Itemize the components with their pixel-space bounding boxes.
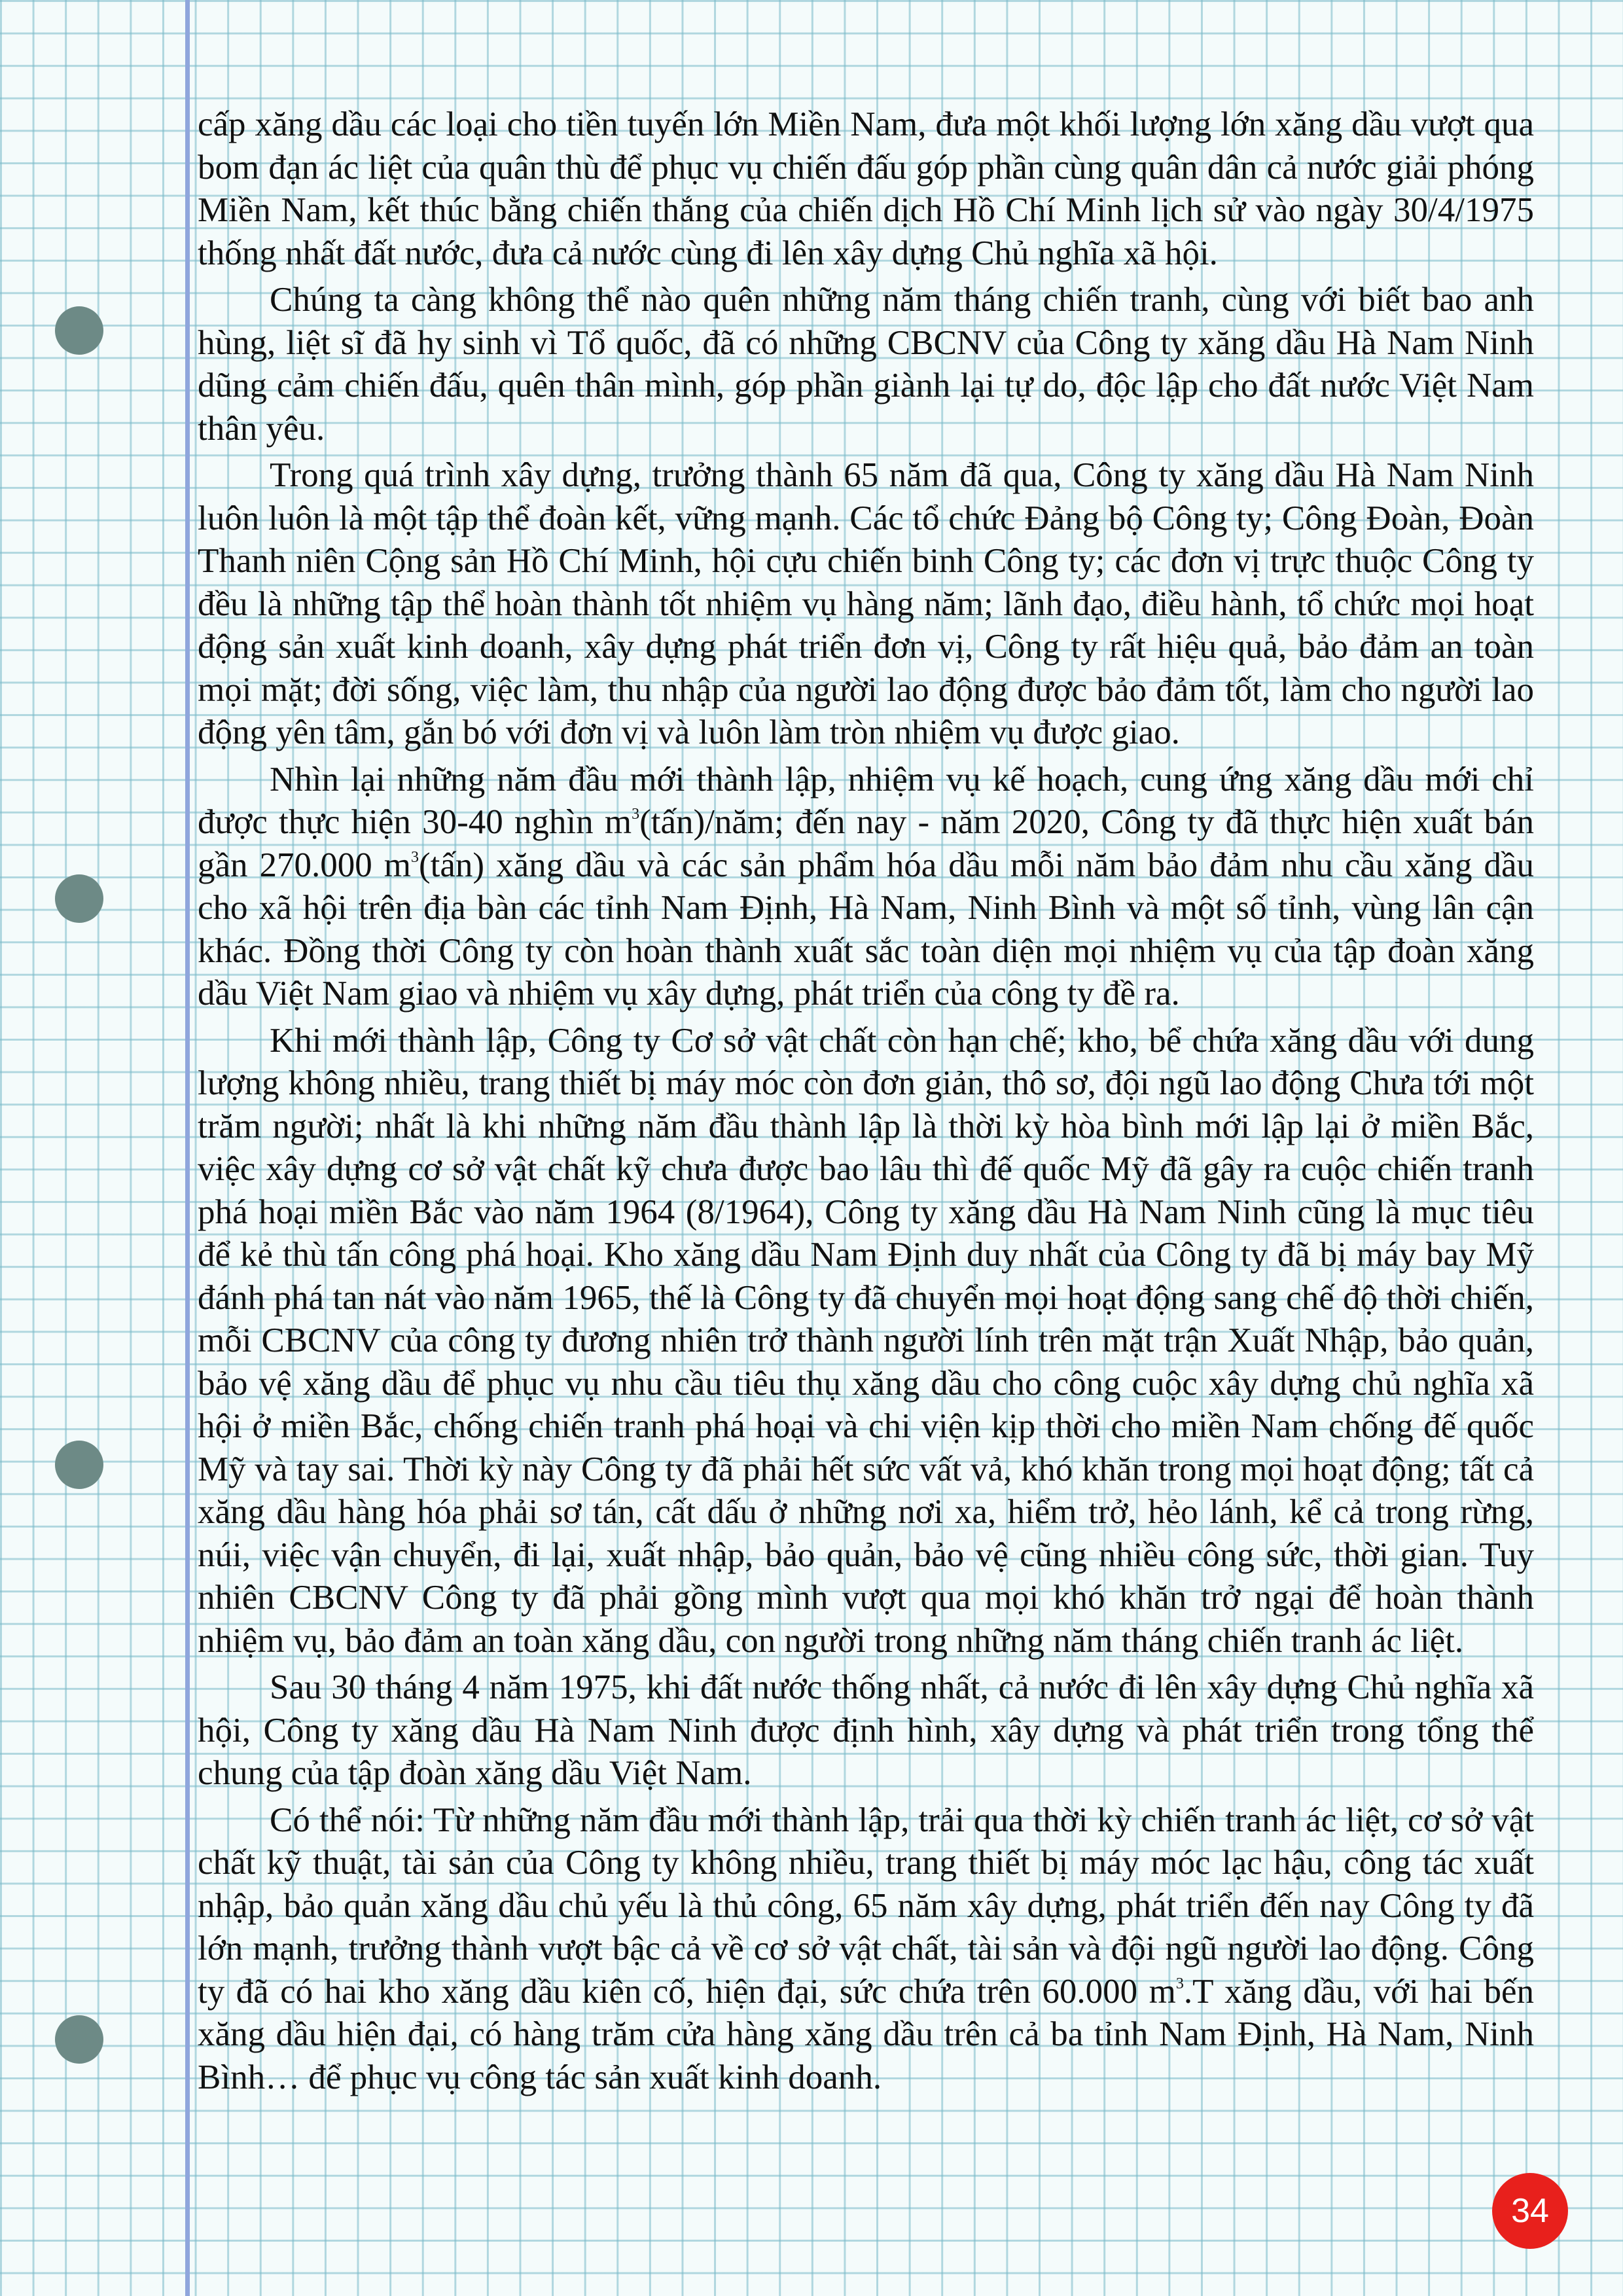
superscript-3: 3 bbox=[1175, 1975, 1184, 1992]
paragraph-4 bbox=[198, 759, 1534, 1016]
superscript-3: 3 bbox=[632, 806, 640, 823]
paragraph-6: Sau 30 tháng 4 năm 1975, khi đất nước thống nhất, cả nước đi lên xây dựng Chủ nghĩa xã hội, Công ty xăng dầu Hà Nam Ninh được định hình, xây dựng và phát triển trong tổng thể chung của tập đoàn xăng dầu Việt Nam. bbox=[198, 1668, 1534, 1792]
paragraph-4-text: Nhìn lại những năm đầu mới thành lập, nhiệm vụ kế hoạch, cung ứng xăng dầu mới chỉ được thực hiện 30-40 nghìn m bbox=[198, 760, 1534, 841]
binder-hole bbox=[55, 1441, 103, 1489]
paragraph-3: Trong quá trình xây dựng, trưởng thành 65 năm đã qua, Công ty xăng dầu Hà Nam Ninh luôn luôn là một tập thể đoàn kết, vững mạnh. Các tổ chức Đảng bộ Công ty; Công Đoàn, Đoàn Thanh niên Cộng sản Hồ Chí Minh, hội cựu chiến binh Công ty; các đơn vị trực thuộc Công ty đều là những tập thể hoàn thành tốt nhiệm vụ hàng năm; lãnh đạo, điều hành, tổ chức mọi hoạt động sản xuất kinh doanh, xây dựng phát triển đơn vị, Công ty rất hiệu quả, bảo đảm an toàn mọi mặt; đời sống, việc làm, thu nhập của người lao động được bảo đảm tốt, làm cho người lao động yên tâm, gắn bó với đơn vị và luôn làm tròn nhiệm vụ được giao. bbox=[198, 456, 1534, 751]
paragraph-7-text: Có thể nói: Từ những năm đầu mới thành lập, trải qua thời kỳ chiến tranh ác liệt, cơ sở vật chất kỹ thuật, tài sản của Công ty không nhiều, trang thiết bị máy móc lạc hậu, công tác xuất nhập, bảo quản xăng dầu chủ yếu là thủ công, 65 năm xây dựng, phát triển đến nay Công ty đã lớn mạnh, trưởng thành vượt bậc cả về cơ sở vật chất, tài sản và đội ngũ người lao động. Công ty đã có hai kho xăng dầu kiên cố, hiện đại, sức chứa trên 60.000 m bbox=[198, 1801, 1534, 2011]
page-body bbox=[198, 103, 1534, 2103]
binder-hole bbox=[55, 2015, 103, 2064]
binder-hole bbox=[55, 874, 103, 923]
notebook-margin-line bbox=[185, 0, 190, 2296]
paragraph-4-text: (tấn) xăng dầu và các sản phẩm hóa dầu mỗi năm bảo đảm nhu cầu xăng dầu cho xã hội trên địa bàn các tỉnh Nam Định, Hà Nam, Ninh Bình và một số tỉnh, vùng lân cận khác. Đồng thời Công ty còn hoàn thành xuất sắc toàn diện mọi nhiệm vụ của tập đoàn xăng dầu Việt Nam giao và nhiệm vụ xây dựng, phát triển của công ty đề ra. bbox=[198, 846, 1534, 1013]
page-number-badge: 34 bbox=[1492, 2173, 1568, 2249]
paragraph-2: Chúng ta càng không thể nào quên những năm tháng chiến tranh, cùng với biết bao anh hùng, liệt sĩ đã hy sinh vì Tổ quốc, đã có những CBCNV của Công ty xăng dầu Hà Nam Ninh dũng cảm chiến đấu, quên thân mình, góp phần giành lại tự do, độc lập cho đất nước Việt Nam thân yêu. bbox=[198, 281, 1534, 448]
paragraph-7 bbox=[198, 1799, 1534, 2100]
superscript-3: 3 bbox=[411, 848, 419, 866]
binder-hole bbox=[55, 306, 103, 355]
paragraph-1: cấp xăng dầu các loại cho tiền tuyến lớn Miền Nam, đưa một khối lượng lớn xăng dầu vượt qua bom đạn ác liệt của quân thù để phục vụ chiến đấu góp phần cùng quân dân cả nước giải phóng Miền Nam, kết thúc bằng chiến thắng của chiến dịch Hồ Chí Minh lịch sử vào ngày 30/4/1975 thống nhất đất nước, đưa cả nước cùng đi lên xây dựng Chủ nghĩa xã hội. bbox=[198, 105, 1534, 272]
paragraph-7-text: .T xăng dầu, với hai bến xăng dầu hiện đại, có hàng trăm cửa hàng xăng dầu trên cả ba tỉnh Nam Định, Hà Nam, Ninh Bình… để phục vụ công tác sản xuất kinh doanh. bbox=[198, 1972, 1534, 2096]
paragraph-5: Khi mới thành lập, Công ty Cơ sở vật chất còn hạn chế; kho, bể chứa xăng dầu với dung lượng không nhiều, trang thiết bị máy móc còn đơn giản, thô sơ, đội ngũ lao động Chưa tới một trăm người; nhất là khi những năm đầu thành lập là thời kỳ hòa bình mới lập lại ở miền Bắc, việc xây dựng cơ sở vật chất kỹ chưa được bao lâu thì đế quốc Mỹ đã gây ra cuộc chiến tranh phá hoại miền Bắc vào năm 1964 (8/1964), Công ty xăng dầu Hà Nam Ninh cũng là mục tiêu để kẻ thù tấn công phá hoại. Kho xăng dầu Nam Định duy nhất của Công ty đã bị máy bay Mỹ đánh phá tan nát vào năm 1965, thế là Công ty đã chuyển mọi hoạt động sang chế độ thời chiến, mỗi CBCNV của công ty đương nhiên trở thành người lính trên mặt trận Xuất Nhập, bảo quản, bảo vệ xăng dầu để phục vụ nhu cầu tiêu thụ xăng dầu cho công cuộc xây dựng chủ nghĩa xã hội ở miền Bắc, chống chiến tranh phá hoại và chi viện kịp thời cho miền Nam chống đế quốc Mỹ và tay sai. Thời kỳ này Công ty đã phải hết sức vất vả, khó khăn trong mọi hoạt động; tất cả xăng dầu hàng hóa phải sơ tán, cất dấu ở những nơi xa, hiểm trở, hẻo lánh, kể cả trong rừng, núi, việc vận chuyển, đi lại, xuất nhập, bảo quản, bảo vệ cũng nhiều công sức, thời gian. Tuy nhiên CBCNV Công ty đã phải gồng mình vượt qua mọi khó khăn trở ngại để hoàn thành nhiệm vụ, bảo đảm an toàn xăng dầu, con người trong những năm tháng chiến tranh ác liệt. bbox=[198, 1021, 1534, 1660]
paragraph-4-text: (tấn)/năm; đến nay - năm 2020, Công ty đã thực hiện xuất bán gần 270.000 m bbox=[198, 803, 1534, 884]
